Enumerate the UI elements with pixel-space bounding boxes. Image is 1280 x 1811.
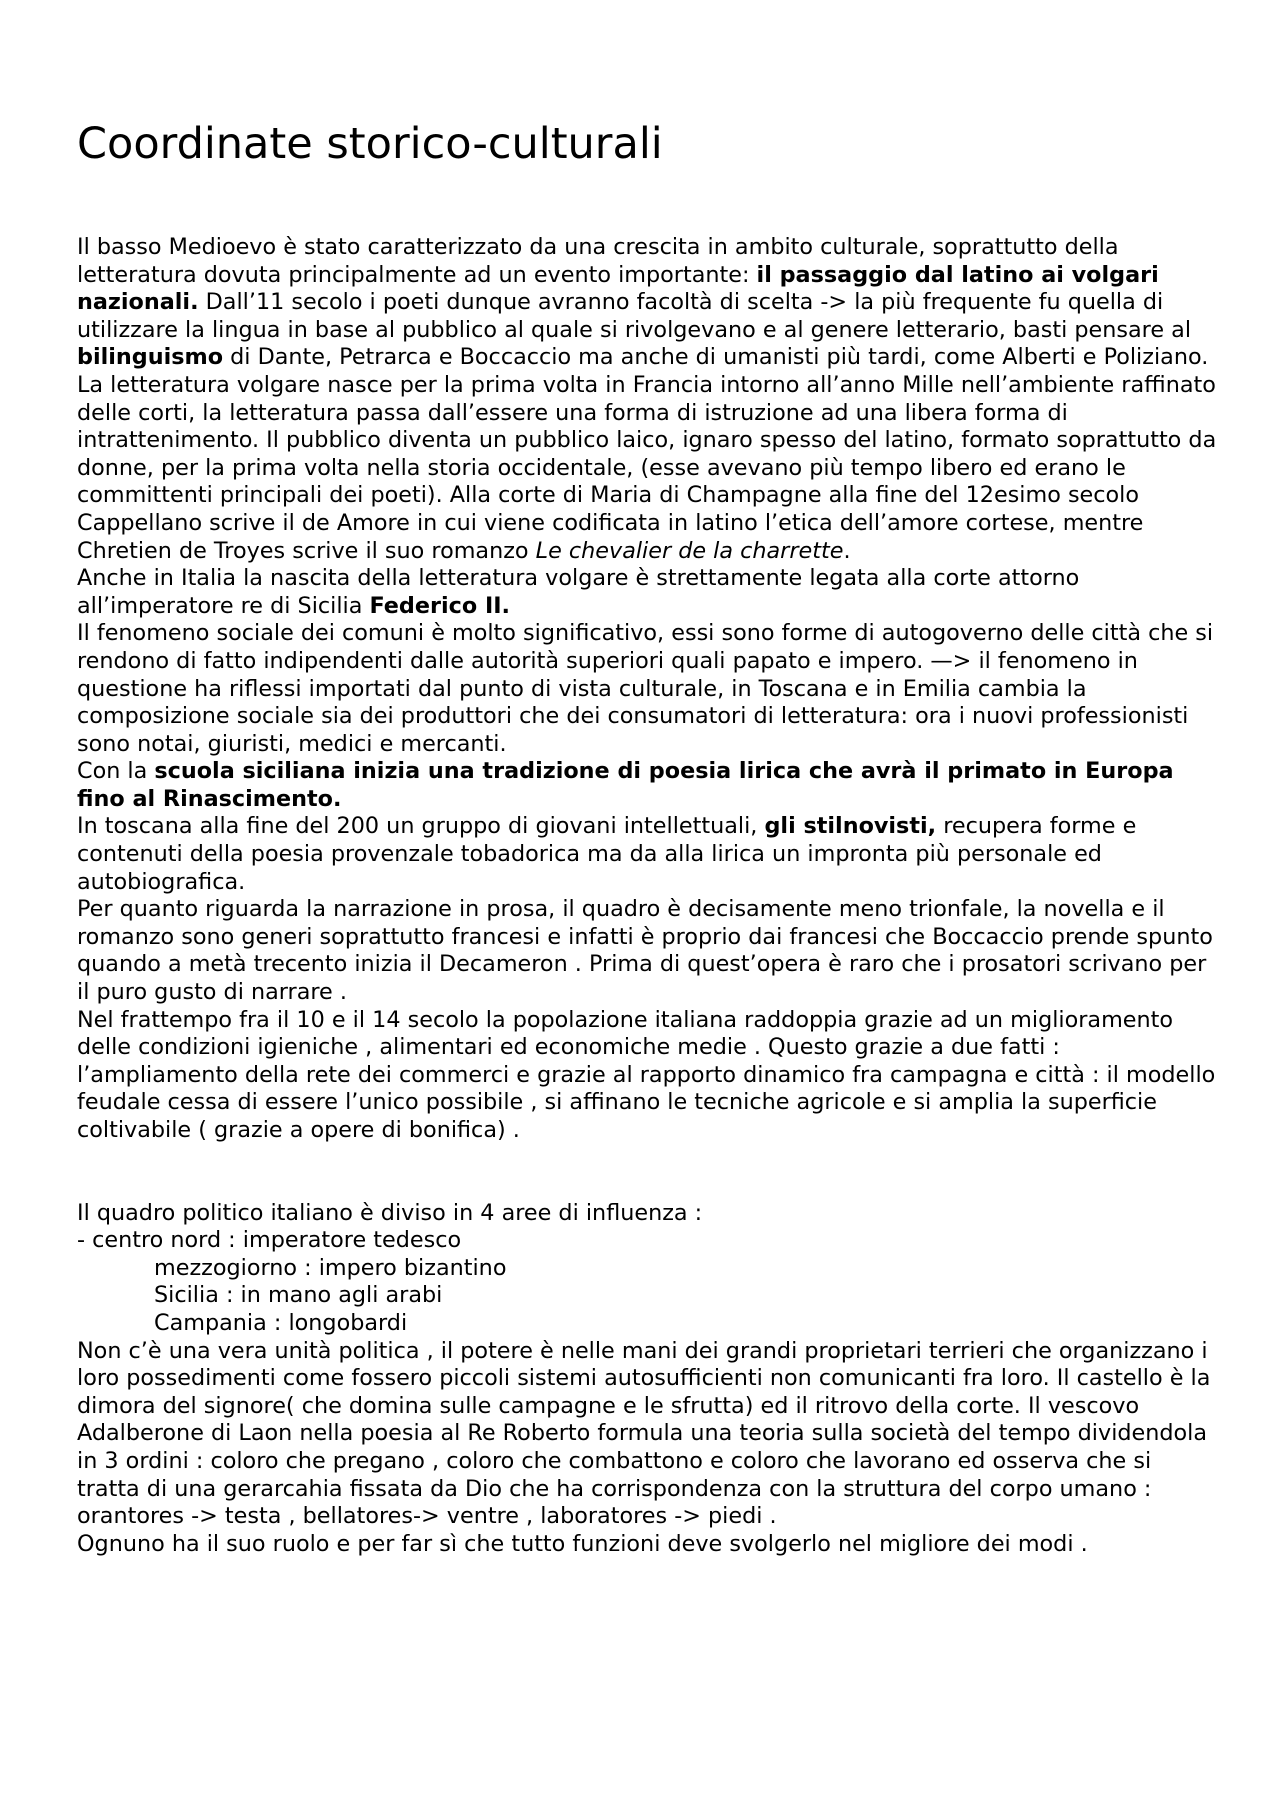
bold-text: Federico II. bbox=[369, 592, 511, 619]
text-run: Con la bbox=[77, 758, 155, 785]
text-run: . bbox=[843, 537, 851, 564]
paragraph bbox=[77, 758, 1220, 813]
text-run: di Dante, Petrarca e Boccaccio ma anche di umanisti più tardi, come Alberti e Poliziano. bbox=[223, 344, 1209, 371]
paragraph bbox=[77, 372, 1220, 565]
page-title: Coordinate storico-culturali bbox=[77, 119, 663, 169]
section-gap bbox=[77, 1145, 1220, 1200]
text-run: recupera forme e contenuti della poesia provenzale tobadorica ma da alla lirica un impronta più personale ed autobiografica. bbox=[77, 813, 1137, 895]
bold-text: gli stilnovisti, bbox=[764, 813, 937, 840]
list-item: Campania : longobardi bbox=[154, 1309, 408, 1336]
text-run: Anche in Italia la nascita della letteratura volgare è strettamente legata alla corte attorno all’imperatore re di Sicilia bbox=[77, 565, 1080, 619]
paragraph bbox=[77, 1007, 1220, 1145]
paragraph bbox=[77, 565, 1220, 620]
paragraph bbox=[77, 234, 1220, 372]
text-run: La letteratura volgare nasce per la prima volta in Francia intorno all’anno Mille nell’ambiente raffinato delle corti, la letteratura passa dall’essere una forma di istruzione ad una libera forma di intrattenimento. Il pubblico diventa un pubblico laico, ignaro spesso del latino, formato soprattutto da donne, per la prima volta nella storia occidentale, (esse avevano più tempo libero ed erano le committenti principali dei poeti). Alla corte di Maria di Champagne alla fine del 12esimo secolo Cappellano scrive il de Amore in cui viene codificata in latino l’etica dell’amore cortese, mentre Chretien de Troyes scrive il suo romanzo bbox=[77, 371, 1217, 564]
paragraph bbox=[77, 896, 1220, 1006]
paragraph bbox=[77, 620, 1220, 758]
politics-intro: Il quadro politico italiano è diviso in 4 aree di influenza : bbox=[77, 1199, 703, 1226]
list-item: Sicilia : in mano agli arabi bbox=[154, 1282, 443, 1309]
paragraph bbox=[77, 813, 1220, 896]
intro-section bbox=[77, 234, 1220, 1145]
text-run: Dall’11 secolo i poeti dunque avranno facoltà di scelta -> la più frequente fu quella di utilizzare la lingua in base al pubblico al quale si rivolgevano e al genere letterario, basti pensare al bbox=[77, 289, 1192, 343]
text-run: Nel frattempo fra il 10 e il 14 secolo la popolazione italiana raddoppia grazie ad un miglioramento delle condizioni igieniche , alimentari ed economiche medie . Questo grazie a due fatti : l’ampliamento della rete dei commerci e grazie al rapporto dinamico fra campagna e città : il modello feudale cessa di essere l’unico possibile , si affinano le tecniche agricole e si amplia la superficie coltivabile ( grazie a opere di bonifica) . bbox=[77, 1006, 1216, 1143]
text-run: Il fenomeno sociale dei comuni è molto significativo, essi sono forme di autogoverno delle città che si rendono di fatto indipendenti dalle autorità superiori quali papato e impero. —> il fenomeno in questione ha riflessi importati dal punto di vista culturale, in Toscana e in Emilia cambia la composizione sociale sia dei produttori che dei consumatori di letteratura: ora i nuovi professionisti sono notai, giuristi, medici e mercanti. bbox=[77, 620, 1214, 757]
bold-text: bilinguismo bbox=[77, 344, 224, 371]
bold-text: scuola siciliana inizia una tradizione di poesia lirica che avrà il primato in Europa fino al Rinascimento. bbox=[77, 758, 1174, 812]
paragraph bbox=[77, 1338, 1220, 1531]
text-run: Ognuno ha il suo ruolo e per far sì che tutto funzioni deve svolgerlo nel migliore dei modi . bbox=[77, 1530, 1088, 1557]
politics-section bbox=[77, 1200, 1220, 1559]
text-run: Per quanto riguarda la narrazione in prosa, il quadro è decisamente meno trionfale, la novella e il romanzo sono generi soprattutto francesi e infatti è proprio dai francesi che Boccaccio prende spunto quando a metà trecento inizia il Decameron . Prima di quest’opera è raro che i prosatori scrivano per il puro gusto di narrare . bbox=[77, 896, 1213, 1006]
text-run: In toscana alla fine del 200 un gruppo di giovani intellettuali, bbox=[77, 813, 765, 840]
document-body bbox=[77, 234, 1220, 1558]
list-item: - centro nord : imperatore tedesco bbox=[77, 1227, 462, 1254]
text-run: Il basso Medioevo è stato caratterizzato da una crescita in ambito culturale, soprattutto della letteratura dovuta principalmente ad un evento importante: bbox=[77, 234, 1119, 288]
list-item: mezzogiorno : impero bizantino bbox=[154, 1254, 507, 1281]
bold-text: il passaggio dal latino ai volgari nazionali. bbox=[77, 261, 1159, 316]
italic-text: Le chevalier de la charrette bbox=[535, 537, 844, 564]
text-run: Non c’è una vera unità politica , il potere è nelle mani dei grandi proprietari terrieri che organizzano i loro possedimenti come fossero piccoli sistemi autosufficienti non comunicanti fra loro. Il castello è la dimora del signore( che domina sulle campagne e le sfrutta) ed il ritrovo della corte. Il vescovo Adalberone di Laon nella poesia al Re Roberto formula una teoria sulla società del tempo dividendola in 3 ordini : coloro che pregano , coloro che combattono e coloro che lavorano ed osserva che si tratta di una gerarcahia fissata da Dio che ha corrispondenza con la struttura del corpo umano : orantores -> testa , bellatores-> ventre , laboratores -> piedi . bbox=[77, 1337, 1211, 1530]
paragraph bbox=[77, 1531, 1220, 1559]
